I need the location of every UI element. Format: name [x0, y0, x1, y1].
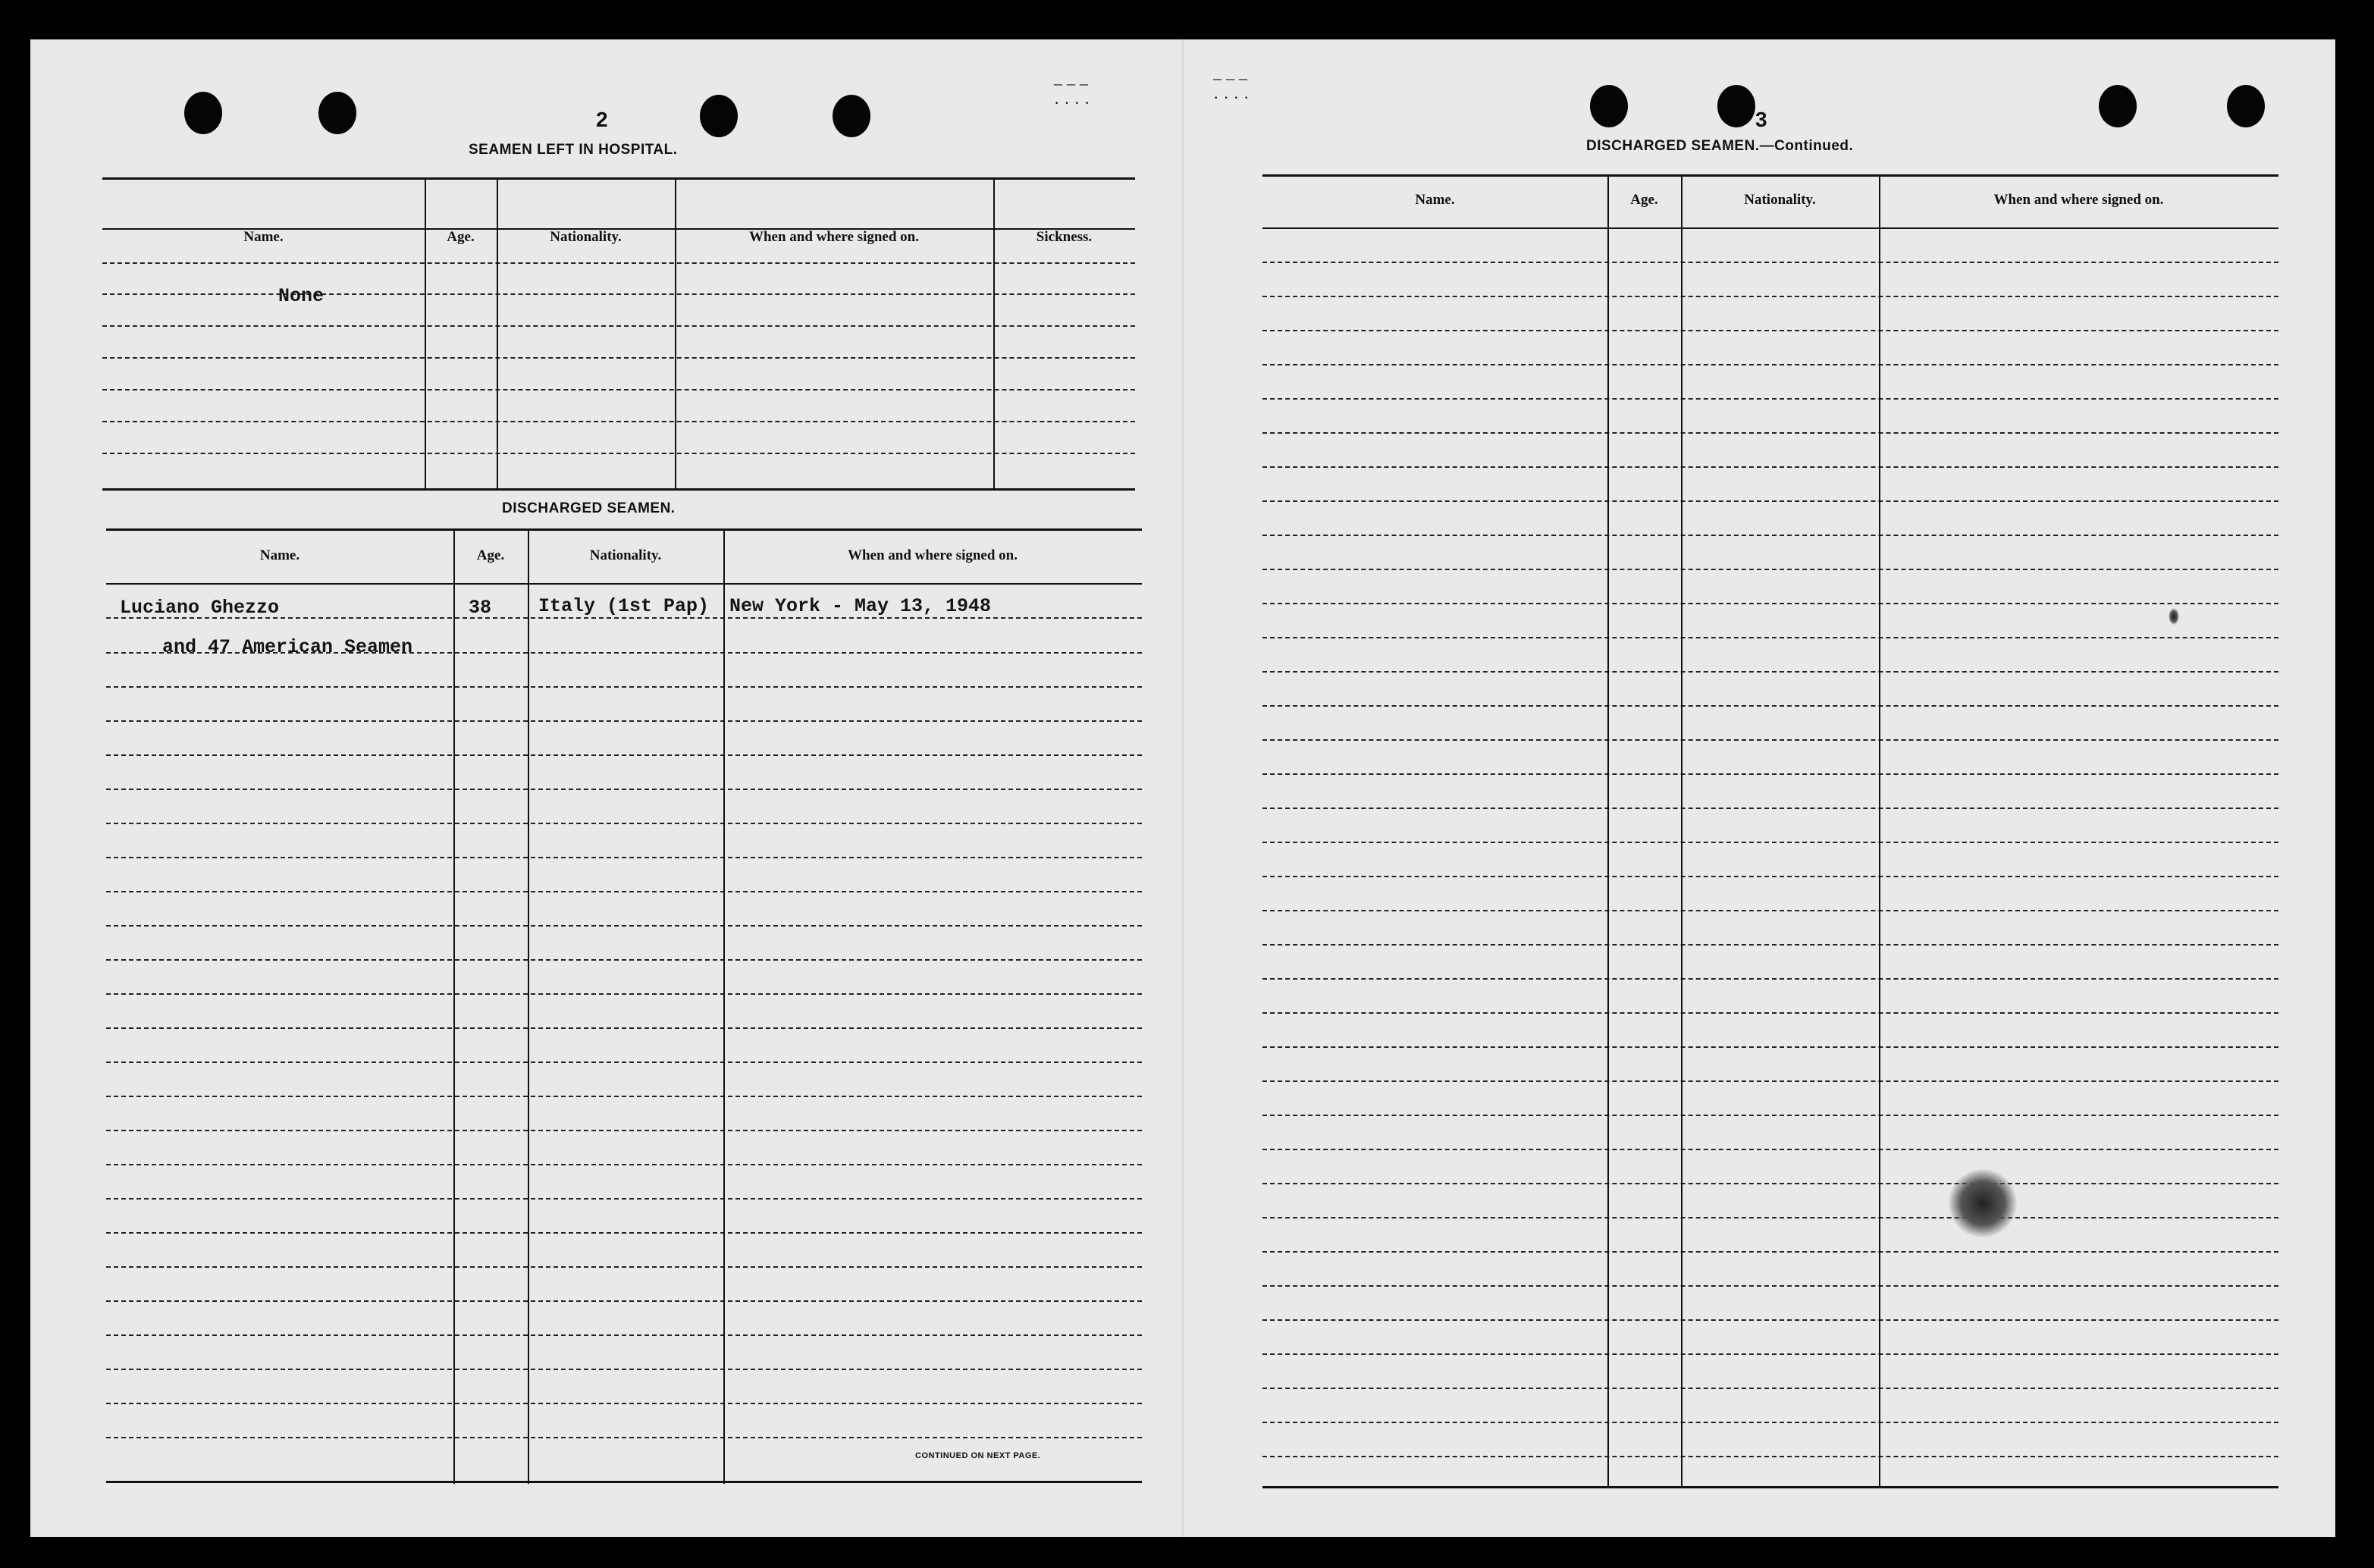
table-rule	[106, 1481, 1142, 1483]
page-number: 3	[1755, 108, 1767, 131]
discharged-row-name: Luciano Ghezzo	[120, 597, 280, 619]
table-rule	[106, 528, 1142, 531]
scanned-document	[30, 39, 2335, 1537]
punch-hole	[184, 92, 222, 134]
table-rule	[1262, 1486, 2278, 1488]
discharged-continued-title: DISCHARGED SEAMEN.—Continued.	[1586, 138, 1854, 154]
discharged-row-signed-on: New York - May 13, 1948	[729, 595, 992, 617]
column-header-signed-on: When and where signed on.	[847, 547, 1018, 563]
table-rule	[1262, 174, 2278, 177]
punch-hole	[2227, 85, 2265, 127]
column-header-name: Name.	[259, 547, 300, 563]
left-page	[30, 39, 1183, 1537]
column-header-name: Name.	[1415, 192, 1455, 208]
punch-hole	[1590, 85, 1628, 127]
punch-hole	[833, 95, 870, 137]
column-header-sickness: Sickness.	[1036, 229, 1093, 245]
column-header-age: Age.	[476, 547, 505, 563]
hospital-section-title: SEAMEN LEFT IN HOSPITAL.	[469, 142, 678, 158]
punch-hole	[2099, 85, 2137, 127]
table-rule	[102, 488, 1135, 491]
column-header-nationality: Nationality.	[550, 229, 622, 245]
column-header-nationality: Nationality.	[1744, 192, 1816, 208]
center-marks: ––– ····	[1213, 68, 1254, 107]
discharged-row-age: 38	[469, 597, 492, 619]
hospital-table	[102, 177, 1135, 490]
center-marks: ––– ····	[1054, 74, 1095, 112]
column-header-nationality: Nationality.	[589, 547, 662, 563]
discharged-row-name: and 47 American Seamen	[162, 636, 413, 658]
table-rule	[106, 583, 1142, 585]
right-page	[1183, 39, 2335, 1537]
discharged-row-nationality: Italy (1st Pap)	[538, 595, 710, 617]
discharged-continued-table	[1262, 174, 2278, 1488]
ink-mark	[2169, 608, 2179, 625]
column-header-name: Name.	[243, 229, 284, 245]
column-header-signed-on: When and where signed on.	[1993, 192, 2164, 208]
hospital-row-name: None	[278, 285, 325, 307]
table-rule	[102, 177, 1135, 180]
discharged-table	[106, 528, 1142, 1484]
page-number: 2	[596, 108, 608, 131]
ink-smudge	[1949, 1169, 2017, 1237]
punch-hole	[318, 92, 356, 134]
continued-footer: CONTINUED ON NEXT PAGE.	[915, 1451, 1041, 1460]
punch-hole	[1717, 85, 1755, 127]
column-header-signed-on: When and where signed on.	[748, 229, 919, 245]
table-rule	[1262, 227, 2278, 229]
column-header-age: Age.	[447, 229, 475, 245]
punch-hole	[700, 95, 738, 137]
discharged-section-title: DISCHARGED SEAMEN.	[502, 500, 676, 516]
column-header-age: Age.	[1630, 192, 1658, 208]
